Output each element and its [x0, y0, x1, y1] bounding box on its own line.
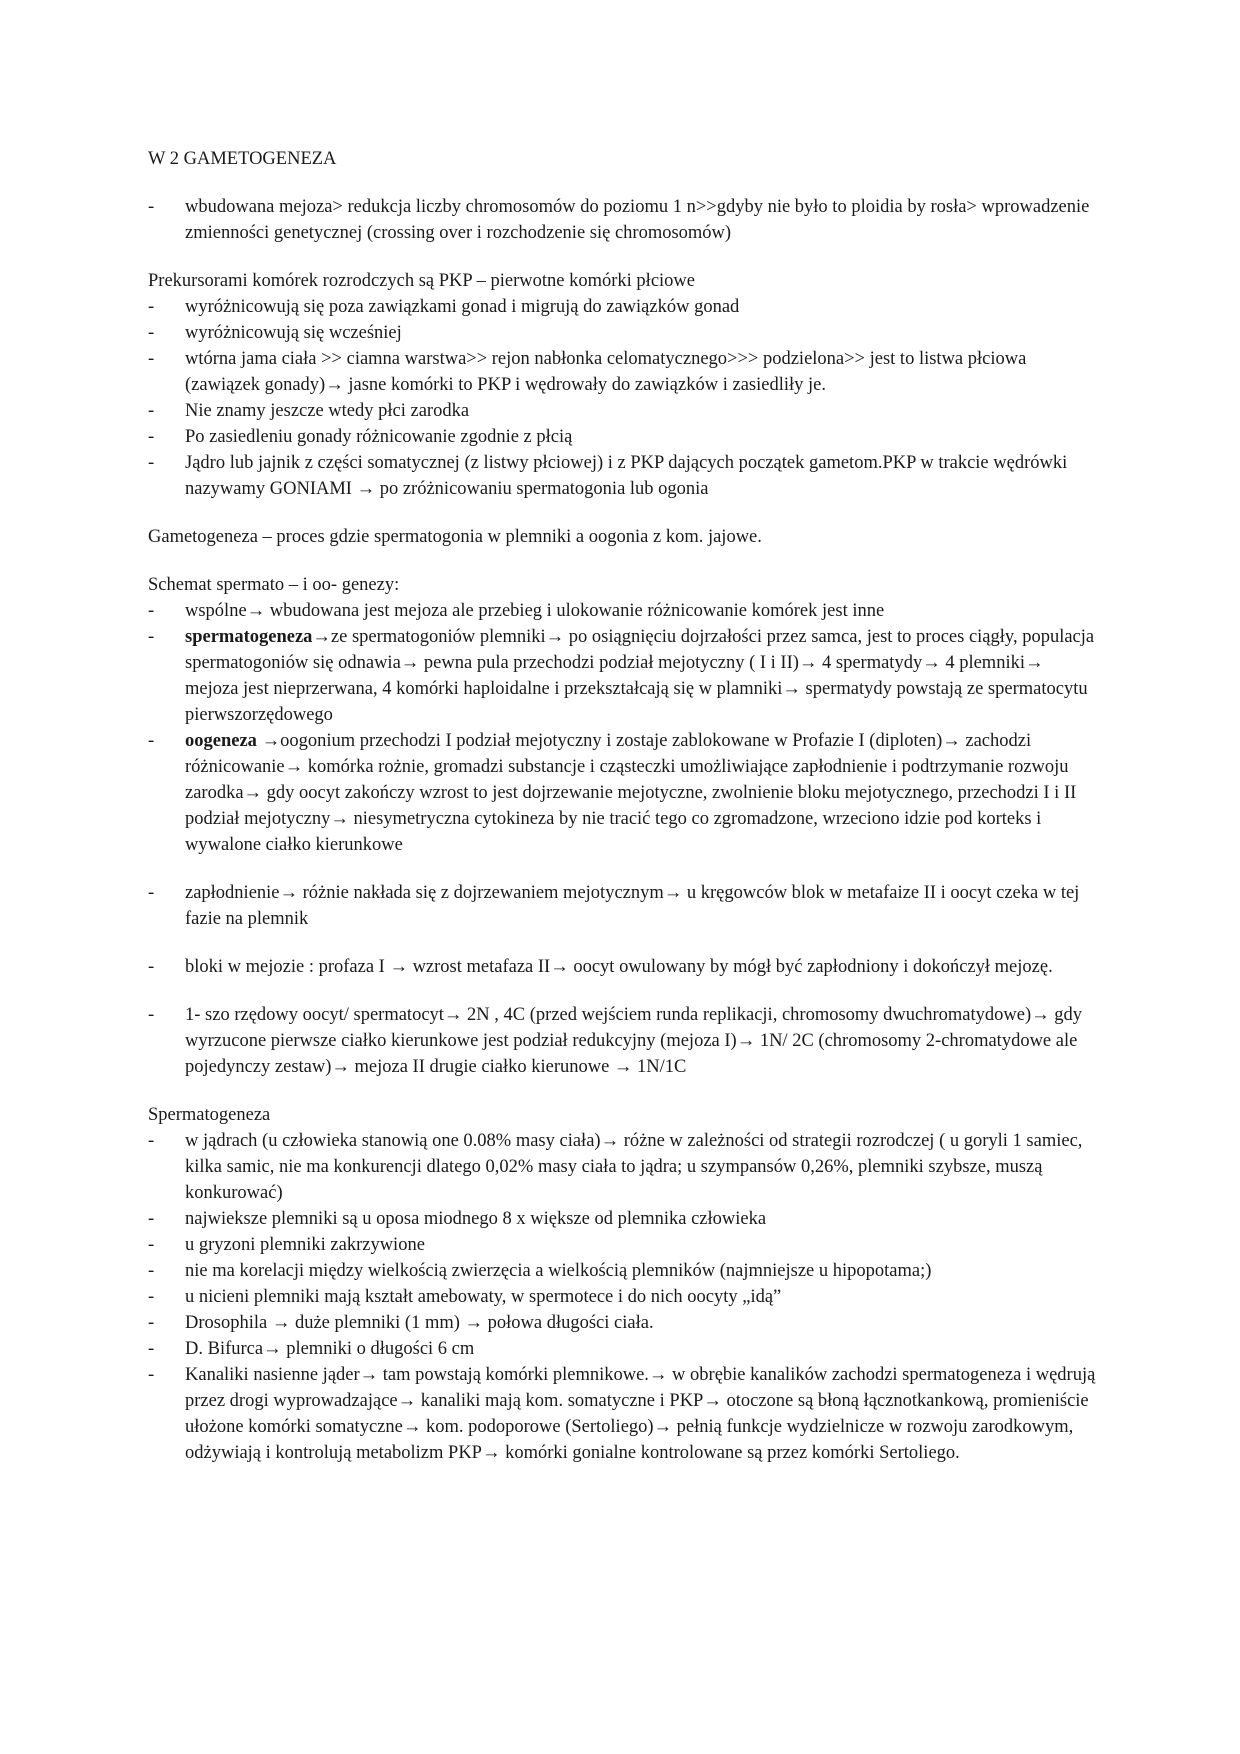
- list-item: - wyróżnicowują się poza zawiązkami gonad i migrują do zawiązków gonad: [148, 294, 1098, 320]
- list-item: - Po zasiedleniu gonady różnicowanie zgodnie z płcią: [148, 424, 1098, 450]
- list-item: [148, 624, 1098, 728]
- list-item: - najwieksze plemniki są u oposa miodnego 8 x większe od plemnika człowieka: [148, 1206, 1098, 1232]
- document-page: [148, 146, 1098, 1466]
- list-item: - u gryzoni plemniki zakrzywione: [148, 1232, 1098, 1258]
- list-item: - Drosophila → duże plemniki (1 mm) → połowa długości ciała.: [148, 1310, 1098, 1336]
- list-item: - wspólne→ wbudowana jest mejoza ale przebieg i ulokowanie różnicowanie komórek jest inne: [148, 598, 1098, 624]
- list-item: - w jądrach (u człowieka stanowią one 0.08% masy ciała)→ różne w zależności od strategii rozrodczej ( u goryli 1 samiec, kilka samic, nie ma konkurencji dlatego 0,02% masy ciała to jądra; u szympansów 0,26%, plemniki szybsze, muszą konkurować): [148, 1128, 1098, 1206]
- list-item: [148, 728, 1098, 858]
- schemat-heading: Schemat spermato – i oo- genezy:: [148, 575, 400, 595]
- list-item: - wbudowana mejoza> redukcja liczby chromosomów do poziomu 1 n>>gdyby nie było to ploidia by rosła> wprowadzenie zmienności genetycznej (crossing over i rozchodzenie się chromosomów): [148, 194, 1098, 246]
- oogeneza-term: oogeneza: [185, 731, 257, 751]
- document-title: W 2 GAMETOGENEZA: [148, 149, 337, 169]
- list-item: - u nicieni plemniki mają kształt amebowaty, w spermotece i do nich oocyty „idą”: [148, 1284, 1098, 1310]
- pkp-list: [148, 294, 1098, 502]
- oogeneza-text: →oogonium przechodzi I podział mejotyczny i zostaje zablokowane w Profazie I (diploten)→ zachodzi różnicowanie→ komórka rożnie, gromadzi substancje i cząsteczki umożliwiające zapłodnienie i podtrzymanie rozwoju zarodka→ gdy oocyt zakończy wzrost to jest dojrzewanie mejotyczne, zwolnienie bloku mejotycznego, przechodzi I i II podział mejotyczny→ niesymetryczna cytokineza by nie tracić tego co zgromadzone, wrzeciono idzie pod korteks i wywalone ciałko kierunkowe: [185, 731, 1077, 855]
- zaplodnienie-list: [148, 880, 1098, 932]
- list-item: - Nie znamy jeszcze wtedy płci zarodka: [148, 398, 1098, 424]
- list-item: - bloki w mejozie : profaza I → wzrost metafaza II→ oocyt owulowany by mógł być zapłodniony i dokończył mejozę.: [148, 954, 1098, 980]
- list-item: - wtórna jama ciała >> ciamna warstwa>> rejon nabłonka celomatycznego>>> podzielona>> jest to listwa płciowa (zawiązek gonady)→ jasne komórki to PKP i wędrowały do zawiązków i zasiedliły je.: [148, 346, 1098, 398]
- bloki-list: [148, 954, 1098, 980]
- list-item: - D. Bifurca→ plemniki o długości 6 cm: [148, 1336, 1098, 1362]
- spermatogeneza-text: →ze spermatogoniów plemniki→ po osiągnięciu dojrzałości przez samca, jest to proces ciągły, populacja spermatogoniów się odnawia→ pewna pula przechodzi podział mejotyczny ( I i II)→ 4 spermatydy→ 4 plemniki→ mejoza jest nieprzerwana, 4 komórki haploidalne i przekształcają się w plamniki→ spermatydy powstają ze spermatocytu pierwszorzędowego: [185, 627, 1095, 725]
- spermatogeneza-heading: Spermatogeneza: [148, 1105, 271, 1125]
- rzedowy-list: [148, 1002, 1098, 1080]
- list-item: - zapłodnienie→ różnie nakłada się z dojrzewaniem mejotycznym→ u kręgowców blok w metafaize II i oocyt czeka w tej fazie na plemnik: [148, 880, 1098, 932]
- spermatogeneza-term: spermatogeneza: [185, 627, 313, 647]
- spermatogeneza-list: [148, 1128, 1098, 1466]
- list-item: - 1- szo rzędowy oocyt/ spermatocyt→ 2N , 4C (przed wejściem runda replikacji, chromosomy dwuchromatydowe)→ gdy wyrzucone pierwsze ciałko kierunkowe jest podział redukcyjny (mejoza I)→ 1N/ 2C (chromosomy 2-chromatydowe ale pojedynczy zestaw)→ mejoza II drugie ciałko kierunowe → 1N/1C: [148, 1002, 1098, 1080]
- list-item: - Kanaliki nasienne jąder→ tam powstają komórki plemnikowe.→ w obrębie kanalików zachodzi spermatogeneza i wędrują przez drogi wyprowadzające→ kanaliki mają kom. somatyczne i PKP→ otoczone są błoną łącznotkankową, promieniście ułożone komórki somatyczne→ kom. podoporowe (Sertoliego)→ pełnią funkcje wydzielnicze w rozwoju zarodkowym, odżywiają i kontrolują metabolizm PKP→ komórki gonialne kontrolowane są przez komórki Sertoliego.: [148, 1362, 1098, 1466]
- list-item: - nie ma korelacji między wielkością zwierzęcia a wielkością plemników (najmniejsze u hipopotama;): [148, 1258, 1098, 1284]
- gametogeneza-definition: Gametogeneza – proces gdzie spermatogonia w plemniki a oogonia z kom. jajowe.: [148, 527, 762, 547]
- list-item: - wyróżnicowują się wcześniej: [148, 320, 1098, 346]
- pkp-heading: Prekursorami komórek rozrodczych są PKP – pierwotne komórki płciowe: [148, 271, 695, 291]
- schemat-list: [148, 598, 1098, 858]
- list-item: - Jądro lub jajnik z części somatycznej (z listwy płciowej) i z PKP dających początek gametom.PKP w trakcie wędrówki nazywamy GONIAMI → po zróżnicowaniu spermatogonia lub ogonia: [148, 450, 1098, 502]
- intro-list: [148, 194, 1098, 246]
